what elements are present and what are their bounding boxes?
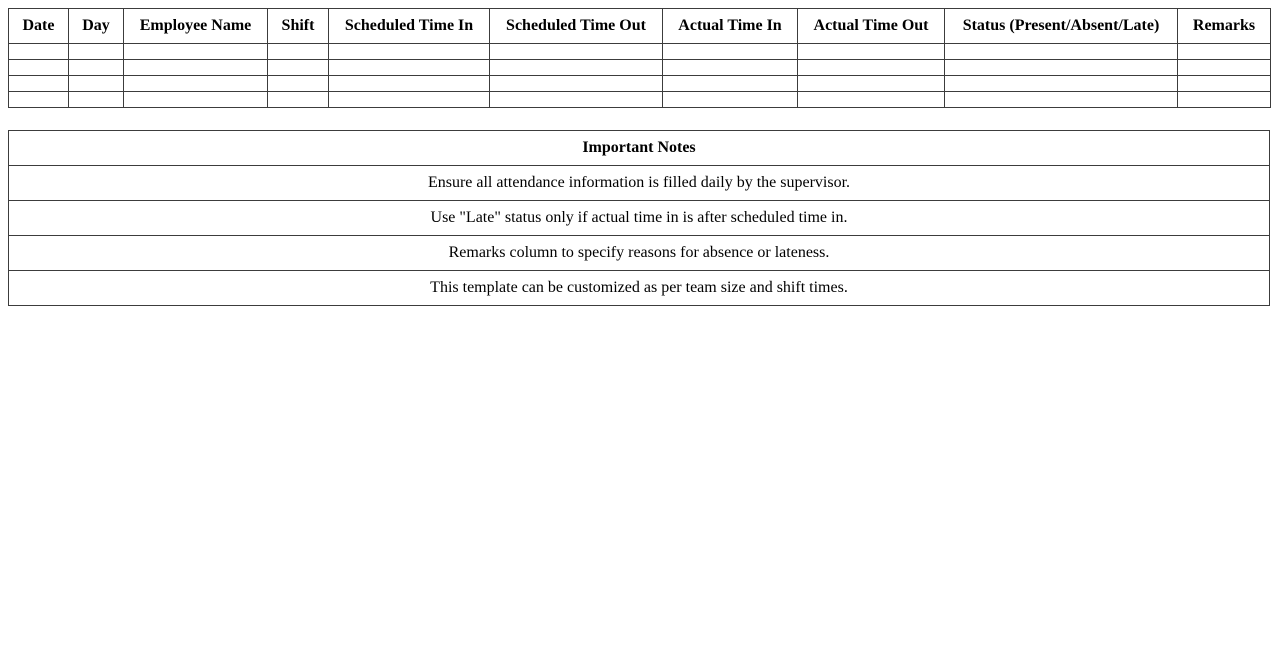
notes-title-row bbox=[9, 131, 1270, 166]
note-row bbox=[9, 271, 1270, 306]
table-cell[interactable] bbox=[663, 60, 798, 76]
note-row bbox=[9, 166, 1270, 201]
table-cell[interactable] bbox=[329, 44, 490, 60]
table-cell[interactable] bbox=[798, 92, 945, 108]
column-header-status: Status (Present/Absent/Late) bbox=[945, 9, 1178, 44]
table-cell[interactable] bbox=[268, 60, 329, 76]
table-cell[interactable] bbox=[69, 60, 124, 76]
table-cell[interactable] bbox=[69, 76, 124, 92]
table-cell[interactable] bbox=[945, 92, 1178, 108]
column-header-remarks: Remarks bbox=[1178, 9, 1271, 44]
attendance-table bbox=[8, 8, 1271, 108]
table-cell[interactable] bbox=[268, 44, 329, 60]
table-cell[interactable] bbox=[9, 60, 69, 76]
table-cell[interactable] bbox=[798, 76, 945, 92]
table-cell[interactable] bbox=[490, 76, 663, 92]
table-cell[interactable] bbox=[1178, 60, 1271, 76]
table-cell[interactable] bbox=[945, 76, 1178, 92]
table-cell[interactable] bbox=[1178, 44, 1271, 60]
table-cell[interactable] bbox=[945, 44, 1178, 60]
header-row bbox=[9, 9, 1271, 44]
table-cell[interactable] bbox=[798, 60, 945, 76]
table-cell[interactable] bbox=[268, 92, 329, 108]
note-item: Ensure all attendance information is filled daily by the supervisor. bbox=[9, 166, 1270, 201]
table-cell[interactable] bbox=[490, 44, 663, 60]
column-header-actual-time-in: Actual Time In bbox=[663, 9, 798, 44]
table-cell[interactable] bbox=[945, 60, 1178, 76]
column-header-date: Date bbox=[9, 9, 69, 44]
table-cell[interactable] bbox=[69, 92, 124, 108]
table-cell[interactable] bbox=[124, 92, 268, 108]
note-item: This template can be customized as per team size and shift times. bbox=[9, 271, 1270, 306]
table-row bbox=[9, 92, 1271, 108]
column-header-shift: Shift bbox=[268, 9, 329, 44]
notes-table bbox=[8, 130, 1270, 306]
table-cell[interactable] bbox=[124, 60, 268, 76]
table-cell[interactable] bbox=[9, 44, 69, 60]
table-cell[interactable] bbox=[1178, 76, 1271, 92]
column-header-actual-time-out: Actual Time Out bbox=[798, 9, 945, 44]
note-item: Remarks column to specify reasons for absence or lateness. bbox=[9, 236, 1270, 271]
table-cell[interactable] bbox=[9, 76, 69, 92]
table-cell[interactable] bbox=[1178, 92, 1271, 108]
table-cell[interactable] bbox=[69, 44, 124, 60]
note-row bbox=[9, 236, 1270, 271]
table-cell[interactable] bbox=[329, 76, 490, 92]
table-row bbox=[9, 44, 1271, 60]
table-row bbox=[9, 60, 1271, 76]
column-header-employee-name: Employee Name bbox=[124, 9, 268, 44]
table-cell[interactable] bbox=[663, 76, 798, 92]
column-header-scheduled-time-in: Scheduled Time In bbox=[329, 9, 490, 44]
table-cell[interactable] bbox=[490, 60, 663, 76]
table-cell[interactable] bbox=[663, 92, 798, 108]
note-item: Use "Late" status only if actual time in is after scheduled time in. bbox=[9, 201, 1270, 236]
table-cell[interactable] bbox=[124, 76, 268, 92]
notes-title: Important Notes bbox=[9, 131, 1270, 166]
table-cell[interactable] bbox=[798, 44, 945, 60]
table-cell[interactable] bbox=[490, 92, 663, 108]
table-cell[interactable] bbox=[9, 92, 69, 108]
table-row bbox=[9, 76, 1271, 92]
table-cell[interactable] bbox=[329, 60, 490, 76]
column-header-scheduled-time-out: Scheduled Time Out bbox=[490, 9, 663, 44]
table-cell[interactable] bbox=[663, 44, 798, 60]
note-row bbox=[9, 201, 1270, 236]
table-cell[interactable] bbox=[268, 76, 329, 92]
table-cell[interactable] bbox=[329, 92, 490, 108]
table-cell[interactable] bbox=[124, 44, 268, 60]
column-header-day: Day bbox=[69, 9, 124, 44]
